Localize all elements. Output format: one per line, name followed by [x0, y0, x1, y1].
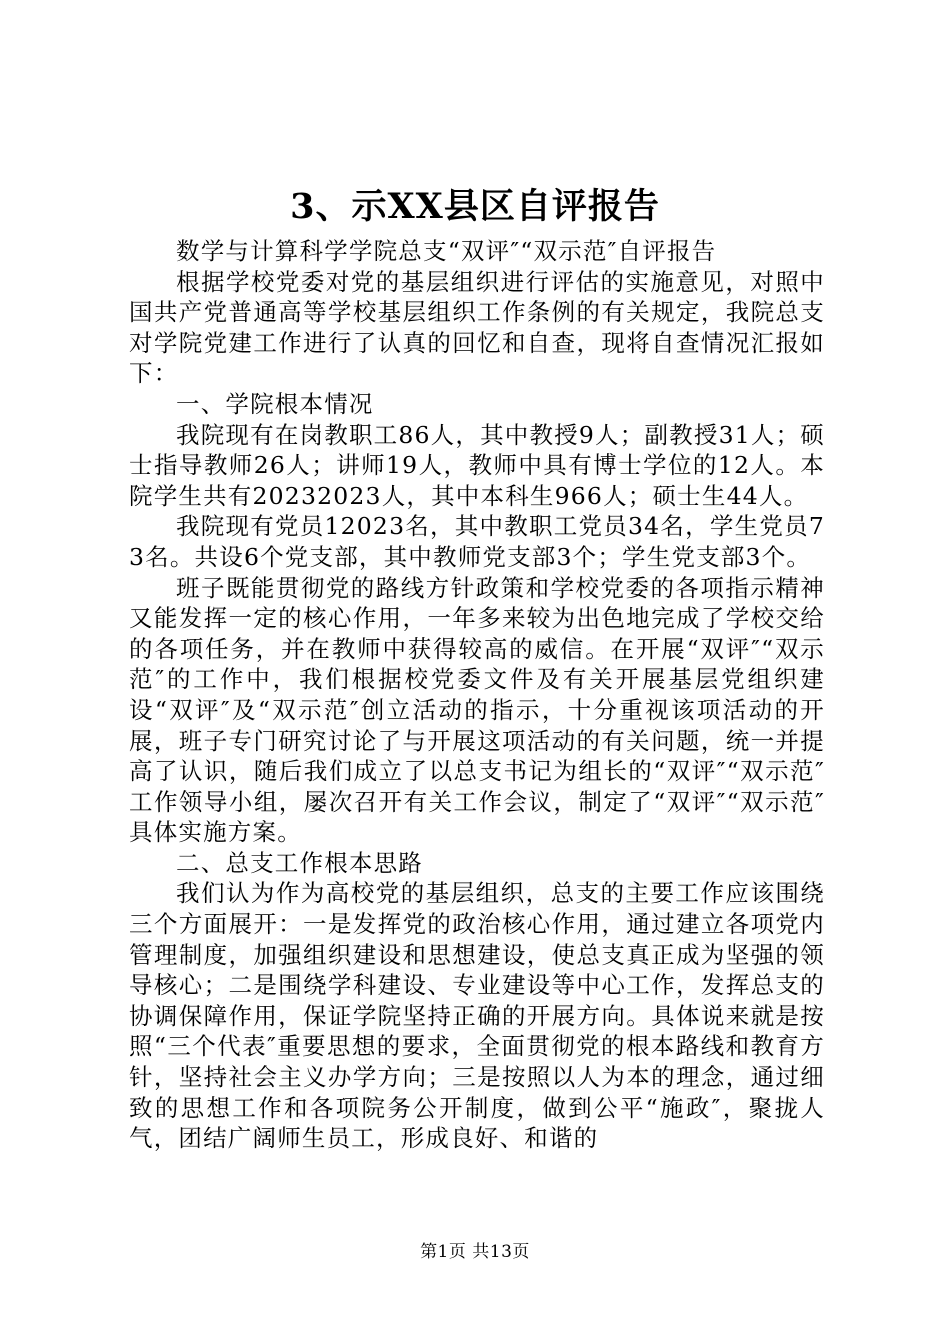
- section-heading-1: 一、学院根本情况: [176, 389, 374, 418]
- document-body: [129, 236, 825, 1154]
- page-footer: 第1页 共13页: [420, 1242, 530, 1262]
- work-ideas-paragraph: 我们认为作为高校党的基层组织，总支的主要工作应该围绕三个方面展开：一是发挥党的政治核心作用，通过建立各项党内管理制度，加强组织建设和思想建设，使总支真正成为坚强的领导核心；二是围绕学科建设、专业建设等中心工作，发挥总支的协调保障作用，保证学院坚持正确的开展方向。具体说来就是按照“三个代表″重要思想的要求，全面贯彻党的根本路线和教育方针，坚持社会主义办学方向；三是按照以人为本的理念，通过细致的思想工作和各项院务公开制度，做到公平“施政″，聚拢人气，团结广阔师生员工，形成良好、和谐的: [129, 879, 825, 1153]
- leadership-paragraph: 班子既能贯彻党的路线方针政策和学校党委的各项指示精神又能发挥一定的核心作用，一年多来较为出色地完成了学校交给的各项任务，并在教师中获得较高的威信。在开展“双评″“双示范″的工作中，我们根据校党委文件及有关开展基层党组织建设“双评″及“双示范″创立活动的指示，十分重视该项活动的开展，班子专门研究讨论了与开展这项活动的有关问题，统一并提高了认识，随后我们成立了以总支书记为组长的“双评″“双示范″工作领导小组，屡次召开有关工作会议，制定了“双评″“双示范″具体实施方案。: [129, 573, 825, 847]
- party-members-paragraph: 我院现有党员12023名，其中教职工党员34名，学生党员73名。共设6个党支部，其中教师党支部3个；学生党支部3个。: [129, 512, 825, 571]
- page-title: 3、示XX县区自评报告: [290, 186, 660, 227]
- staff-paragraph: 我院现有在岗教职工86人，其中教授9人；副教授31人；硕士指导教师26人；讲师19人，教师中具有博士学位的12人。本院学生共有20232023人，其中本科生966人；硕士生44人。: [129, 420, 825, 510]
- section-heading-2: 二、总支工作根本思路: [176, 848, 423, 877]
- intro-paragraph: 根据学校党委对党的基层组织进行评估的实施意见，对照中国共产党普通高等学校基层组织工作条例的有关规定，我院总支对学院党建工作进行了认真的回忆和自查，现将自查情况汇报如下：: [129, 267, 825, 388]
- report-subtitle: 数学与计算科学学院总支“双评″“双示范″自评报告: [176, 237, 717, 265]
